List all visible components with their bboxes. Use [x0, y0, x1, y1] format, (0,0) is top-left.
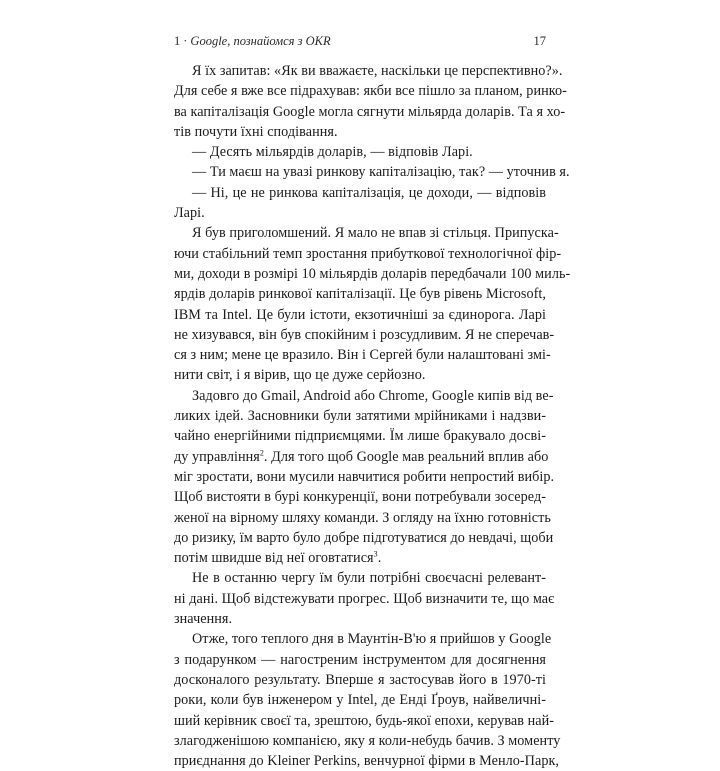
chapter-number: 1 [174, 34, 181, 48]
footnote-ref: 2 [259, 447, 264, 457]
text-line: досконалого результату. Вперше я застосував його в 1970-ті [174, 671, 546, 688]
chapter-title-text: Google, познайомся з OKR [190, 34, 331, 48]
text-line: до ризику, їм варто було добре підготуватися до невдачі, щоби [174, 529, 554, 546]
dialogue-line: Ларі. [174, 205, 205, 222]
page-number: 17 [533, 34, 546, 48]
text-line: ший керівник своєї та, зрештою, будь-якої епохи, керував най- [174, 712, 555, 729]
text-line: чайно енергійними підприємцями. Їм лише бракувало досві- [174, 428, 546, 445]
text-line: роки, коли був інженером у Intel, де Енді Ґроув, найвеличні- [174, 692, 546, 709]
text-fragment: ду управління [174, 448, 260, 465]
text-line: Задовго до Gmail, Android або Chrome, Google кипів від ве- [192, 387, 554, 404]
body-text [174, 61, 571, 771]
text-line: IBM та Intel. Це були істоти, екзотичніші за єдинорога. Ларі [174, 306, 546, 323]
text-line: ні дані. Щоб відстежувати прогрес. Щоб визначити те, що має [174, 590, 555, 607]
text-line: ва капіталізація Google могла сягнути мільярда доларів. Та я хо- [174, 103, 566, 120]
text-line: ся з ним; мене це вразило. Він і Сергей були налаштовані змі- [174, 347, 551, 364]
text-line: ючи стабільний темп зростання прибуткової технологічної фір- [174, 245, 562, 262]
dialogue-line: — Ти маєш на увазі ринкову капіталізацію, так? — уточнив я. [192, 164, 570, 181]
text-line [174, 548, 546, 568]
text-line: женої на вірному шляху команди. З огляду на їхню готовність [174, 509, 551, 526]
dialogue-line: — Десять мільярдів доларів, — відповів Ларі. [192, 144, 473, 161]
text-fragment: . Для того щоб Google мав реальний вплив або [263, 448, 549, 465]
text-line: значення. [174, 611, 233, 628]
text-line: Я їх запитав: «Як ви вважаєте, наскільки це перспективно?». [192, 63, 563, 79]
text-fragment: потім швидше від неї оговтатися [174, 550, 374, 567]
text-line: Я був приголомшений. Я мало не впав зі стільця. Припуска- [192, 225, 559, 242]
dialogue-line: — Ні, це не ринкова капіталізація, це доходи, — відповів [192, 184, 546, 201]
text-line: не хизувався, він був спокійним і розсудливим. Я не сперечав- [174, 326, 555, 343]
text-line: Не в останню чергу їм були потрібні своєчасні релевант- [192, 570, 546, 587]
text-line: Для себе я вже все підрахував: якби все пішло за планом, ринко- [174, 83, 567, 100]
text-line: приєднання до Kleiner Perkins, венчурної фірми в Менло-Парк, [174, 753, 560, 770]
chapter-title [174, 34, 331, 49]
text-line: ликих ідей. Засновники були затятими мрійниками і надзви- [174, 408, 546, 425]
text-line: ярдів доларів ринкової капіталізації. Це був рівень Microsoft, [174, 286, 546, 303]
footnote-ref: 3 [373, 549, 378, 559]
text-fragment: . [377, 550, 382, 567]
text-line [174, 447, 549, 467]
text-line: з подарунком — нагостреним інструментом для досягнення [174, 651, 546, 668]
text-line: тів почути їхні сподівання. [174, 123, 338, 140]
running-head [174, 34, 546, 52]
text-line: ми, доходи в розмірі 10 мільярдів доларів передбачали 100 миль- [174, 265, 571, 282]
text-line: нити світ, і я вірив, що це дуже серйозно. [174, 367, 426, 384]
text-line: Отже, того теплого дня в Маунтін-В'ю я прийшов у Google [192, 631, 552, 648]
header-separator: · [183, 34, 188, 48]
text-line: міг зростати, вони мусили навчитися робити непростий вибір. [174, 468, 555, 485]
text-line: Щоб вистояти в бурі конкуренції, вони потребували зосеред- [174, 489, 546, 506]
text-line: злагодженішою компанією, яку я коли-небудь бачив. З моменту [174, 732, 561, 749]
